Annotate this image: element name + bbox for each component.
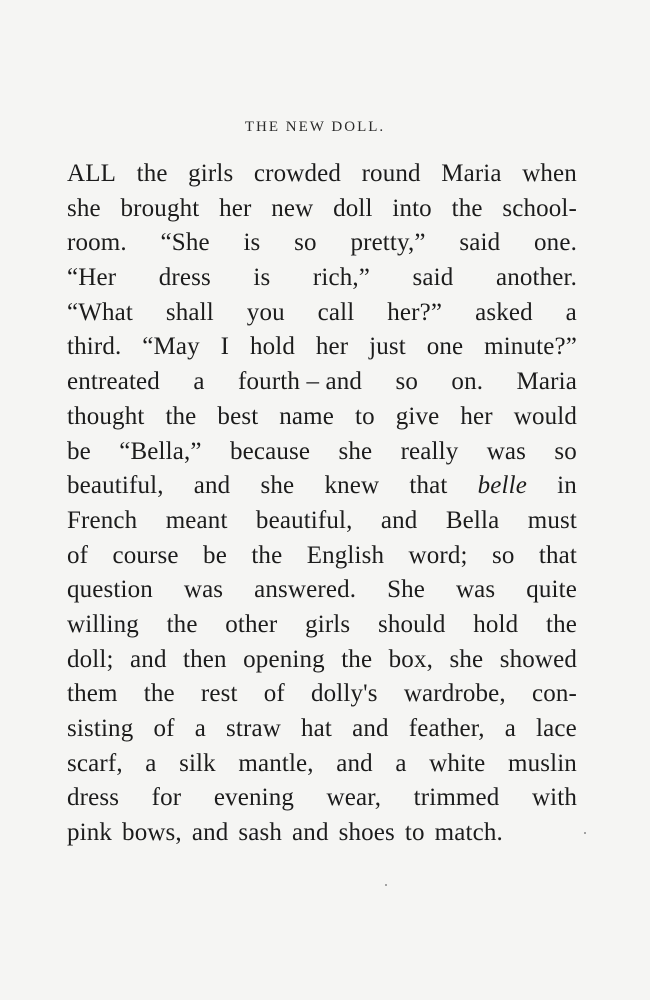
word: and — [191, 819, 229, 847]
word: straw — [226, 715, 281, 742]
text-line — [67, 573, 577, 608]
word: so — [554, 437, 577, 465]
text-line — [67, 365, 577, 400]
word: her — [460, 402, 493, 430]
text-line — [67, 781, 577, 816]
word: shoes — [338, 819, 395, 847]
word: Maria — [441, 160, 502, 187]
text-line — [67, 226, 577, 261]
word: the — [166, 610, 198, 638]
word: third. — [67, 333, 122, 361]
word: name — [279, 402, 335, 430]
word: the — [136, 160, 168, 187]
word: school- — [502, 194, 577, 222]
word: bows, — [122, 819, 182, 847]
word: the — [545, 610, 577, 638]
word: them — [67, 680, 118, 708]
word: other — [225, 610, 278, 638]
paper-speck — [584, 832, 586, 834]
word: wear, — [326, 784, 382, 812]
word: lace — [536, 715, 577, 742]
word: white — [429, 749, 486, 777]
text-line — [67, 469, 577, 504]
text-line — [67, 712, 577, 747]
word: the — [341, 645, 373, 673]
word: wardrobe, — [403, 680, 506, 708]
word: was — [486, 437, 527, 465]
text-line — [67, 677, 577, 712]
word: Maria — [516, 368, 577, 396]
word: beautiful, — [67, 472, 164, 500]
word: to — [404, 819, 425, 847]
word: and — [292, 819, 329, 847]
word: new — [271, 194, 314, 222]
word: English — [306, 541, 385, 569]
word: “Bella,” — [119, 437, 202, 465]
word: hold — [473, 610, 519, 638]
word: a — [395, 749, 407, 777]
word: box, — [388, 645, 434, 673]
word: thought — [67, 402, 145, 430]
word: and — [193, 472, 231, 500]
word: hold — [249, 333, 296, 361]
word: match. — [434, 819, 503, 847]
word: fourth – and — [238, 368, 363, 396]
word: crowded — [253, 160, 342, 187]
word: girls — [305, 610, 351, 638]
word: dolly's — [311, 680, 378, 708]
word: then — [183, 645, 227, 673]
word: when — [522, 160, 577, 187]
word: “May — [142, 333, 200, 361]
word: knew — [324, 472, 380, 500]
word: a — [504, 715, 516, 742]
word: really — [400, 437, 459, 465]
word: shall — [165, 298, 214, 326]
word: a — [193, 368, 205, 396]
word: into — [392, 194, 432, 222]
word: feather, — [408, 715, 485, 742]
word: hat — [301, 715, 333, 742]
word: con- — [531, 680, 577, 708]
word: with — [531, 784, 577, 812]
word: you — [246, 298, 285, 326]
word: opening — [243, 645, 325, 673]
word: be — [67, 437, 91, 465]
word: her?” — [387, 298, 443, 326]
word: question — [67, 576, 153, 604]
word: said — [412, 264, 454, 292]
text-line — [67, 192, 577, 227]
word: the — [165, 402, 197, 430]
word: one. — [534, 229, 577, 257]
word: the — [451, 194, 483, 222]
word: word; — [408, 541, 468, 569]
word: that — [538, 541, 577, 569]
word: beautiful, — [255, 506, 353, 534]
text-line — [67, 643, 577, 678]
word: I — [220, 333, 230, 361]
word: asked — [475, 298, 533, 326]
word: she — [67, 194, 101, 222]
word: was — [455, 576, 496, 604]
word: so — [491, 541, 515, 569]
word: minute?” — [484, 333, 577, 361]
text-line — [67, 504, 577, 539]
word: rich,” — [312, 264, 371, 292]
word: Bella — [445, 506, 500, 534]
word: trimmed — [413, 784, 500, 812]
body-paragraph — [67, 157, 577, 851]
word: French — [67, 506, 138, 534]
text-line — [67, 296, 577, 331]
word: another. — [495, 264, 577, 292]
word: in — [557, 472, 577, 500]
word: dress — [158, 264, 211, 292]
word: be — [203, 541, 227, 569]
word: said — [459, 229, 501, 257]
text-line — [67, 157, 577, 192]
word: silk — [179, 749, 216, 777]
word: she — [338, 437, 373, 465]
word: and — [130, 645, 167, 673]
text-line — [67, 330, 577, 365]
word: showed — [499, 645, 577, 673]
word: willing — [67, 610, 139, 638]
word: sash — [238, 819, 283, 847]
word: a — [194, 715, 206, 742]
text-line — [67, 261, 577, 296]
word: because — [229, 437, 311, 465]
word: of — [67, 541, 89, 569]
word: brought — [120, 194, 200, 222]
word: dress — [67, 784, 120, 812]
word: answered. — [254, 576, 357, 604]
word: meant — [165, 506, 228, 534]
text-line — [67, 435, 577, 470]
word: the — [251, 541, 283, 569]
word: must — [527, 506, 577, 534]
word: and — [352, 715, 389, 742]
word: entreated — [67, 368, 160, 396]
word: doll; — [67, 645, 114, 673]
word: “Her — [67, 264, 117, 292]
text-line — [67, 747, 577, 782]
word: should — [377, 610, 446, 638]
word: pretty,” — [350, 229, 426, 257]
word: to — [355, 402, 375, 430]
word: pink — [67, 819, 113, 847]
word: for — [151, 784, 182, 812]
word: ALL — [67, 160, 117, 187]
word: she — [449, 645, 484, 673]
word: rest — [200, 680, 238, 708]
word: one — [426, 333, 464, 361]
word: “What — [67, 298, 133, 326]
word: would — [513, 402, 577, 430]
word: belle — [477, 472, 527, 500]
word: her — [315, 333, 349, 361]
word: is — [243, 229, 261, 257]
word: is — [253, 264, 271, 292]
word: so — [395, 368, 418, 396]
word: “She — [160, 229, 210, 257]
word: and — [380, 506, 418, 534]
word: that — [409, 472, 448, 500]
word: of — [153, 715, 175, 742]
text-line — [67, 608, 577, 643]
text-line — [67, 400, 577, 435]
word: the — [143, 680, 175, 708]
paper-speck — [385, 884, 387, 886]
word: quite — [526, 576, 577, 604]
word: a — [145, 749, 157, 777]
word: was — [183, 576, 224, 604]
word: she — [260, 472, 295, 500]
word: best — [217, 402, 259, 430]
word: sisting — [67, 715, 134, 742]
word: of — [263, 680, 285, 708]
word: muslin — [507, 749, 577, 777]
word: so — [294, 229, 317, 257]
word: round — [361, 160, 421, 187]
word: evening — [213, 784, 295, 812]
word: give — [395, 402, 440, 430]
word: on. — [451, 368, 484, 396]
text-line — [67, 539, 577, 574]
word: call — [317, 298, 355, 326]
word: She — [387, 576, 426, 604]
word: room. — [67, 229, 127, 257]
word: just — [369, 333, 406, 361]
word: scarf, — [67, 749, 123, 777]
word: a — [565, 298, 577, 326]
word: her — [219, 194, 252, 222]
word: girls — [188, 160, 234, 187]
word: course — [112, 541, 179, 569]
text-line — [67, 816, 577, 851]
word: doll — [333, 194, 373, 222]
word: mantle, — [238, 749, 314, 777]
chapter-heading: THE NEW DOLL. — [244, 119, 386, 135]
word: and — [336, 749, 373, 777]
